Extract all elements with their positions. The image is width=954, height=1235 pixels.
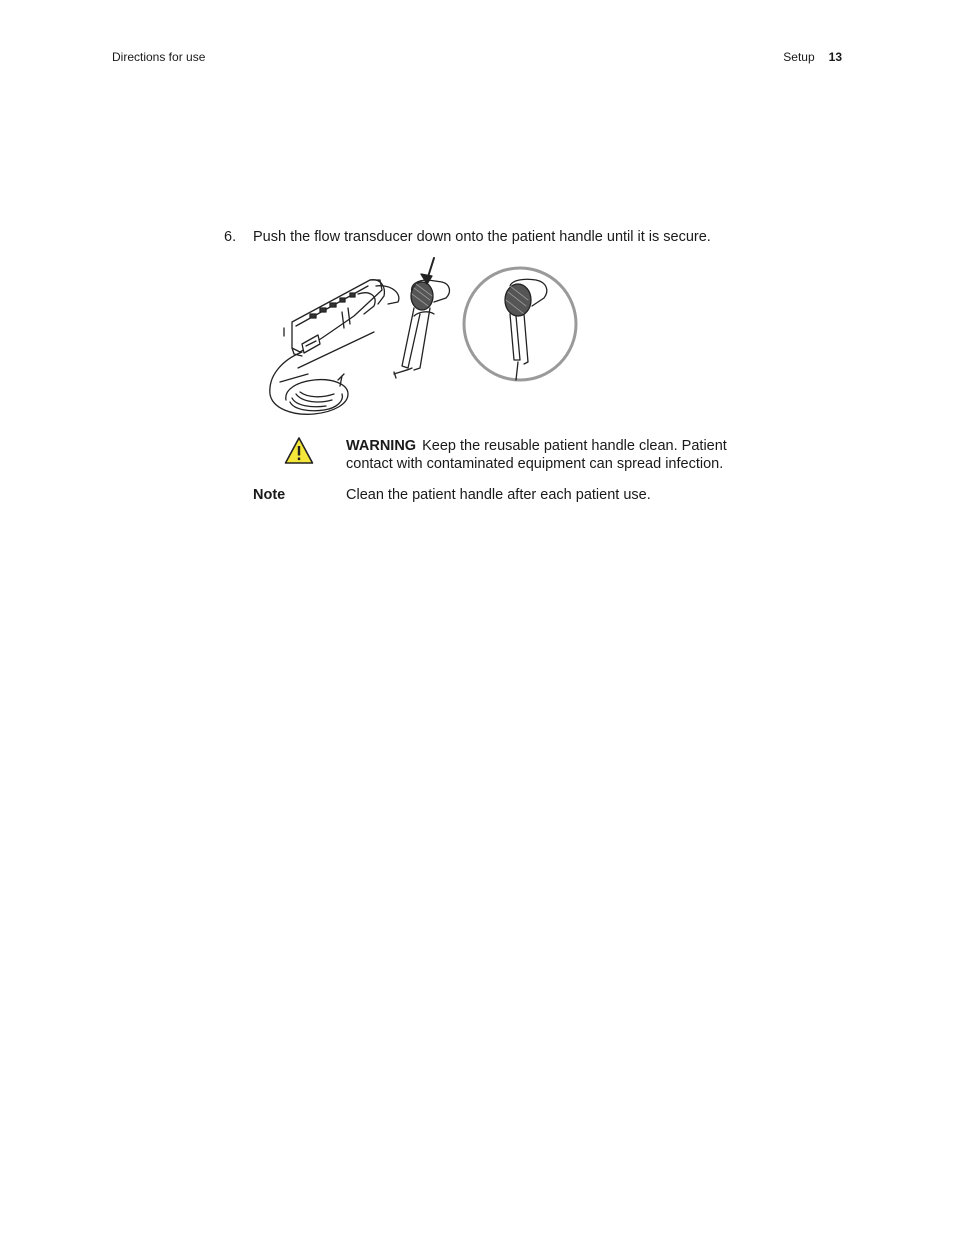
note-text: Clean the patient handle after each patient use. bbox=[346, 487, 651, 503]
step-number: 6. bbox=[224, 229, 237, 245]
step-6 bbox=[224, 229, 711, 245]
note-label: Note bbox=[253, 487, 286, 503]
warning-message bbox=[346, 437, 776, 473]
flow-transducer-illustration bbox=[262, 256, 582, 420]
warning-body: Keep the reusable patient handle clean. Patient contact with contaminated equipment can spread infection. bbox=[346, 438, 727, 472]
warning-label: WARNING bbox=[346, 438, 417, 454]
warning-triangle-icon bbox=[284, 436, 314, 466]
page-number: 13 bbox=[828, 50, 842, 64]
running-header-right bbox=[783, 50, 842, 64]
step-text: Push the flow transducer down onto the patient handle until it is secure. bbox=[253, 229, 711, 245]
running-header-title: Directions for use bbox=[112, 50, 206, 64]
section-name: Setup bbox=[783, 50, 815, 64]
